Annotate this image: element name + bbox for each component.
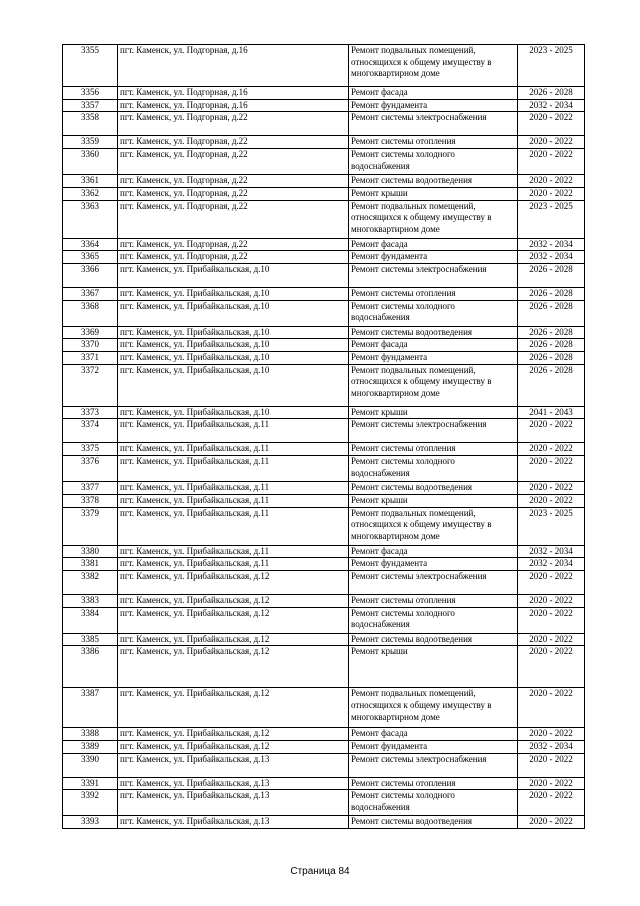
table-row xyxy=(63,777,585,790)
row-address: пгт. Каменск, ул. Прибайкальская, д.10 xyxy=(118,263,349,287)
work-type-line: Ремонт системы электроснабжения xyxy=(351,263,487,274)
table-row xyxy=(63,646,585,688)
row-address: пгт. Каменск, ул. Прибайкальская, д.13 xyxy=(118,816,349,829)
row-address: пгт. Каменск, ул. Подгорная, д.16 xyxy=(118,87,349,100)
row-work-type xyxy=(349,149,518,175)
row-number: 3391 xyxy=(63,777,118,790)
row-work-type xyxy=(349,406,518,419)
row-work-type xyxy=(349,352,518,365)
row-address: пгт. Каменск, ул. Прибайкальская, д.12 xyxy=(118,646,349,688)
row-address: пгт. Каменск, ул. Прибайкальская, д.10 xyxy=(118,352,349,365)
row-period: 2026 - 2028 xyxy=(518,339,585,352)
work-type-line: Ремонт системы электроснабжения xyxy=(351,753,487,764)
row-address: пгт. Каменск, ул. Прибайкальская, д.13 xyxy=(118,777,349,790)
row-work-type xyxy=(349,99,518,112)
row-address: пгт. Каменск, ул. Прибайкальская, д.12 xyxy=(118,594,349,607)
row-number: 3364 xyxy=(63,238,118,251)
row-number: 3363 xyxy=(63,200,118,238)
table-row xyxy=(63,790,585,816)
work-type-line: Ремонт системы электроснабжения xyxy=(351,570,487,581)
row-period: 2020 - 2022 xyxy=(518,494,585,507)
row-address: пгт. Каменск, ул. Прибайкальская, д.10 xyxy=(118,300,349,326)
table-row xyxy=(63,287,585,300)
row-period: 2020 - 2022 xyxy=(518,790,585,816)
row-address: пгт. Каменск, ул. Подгорная, д.22 xyxy=(118,149,349,175)
row-number: 3355 xyxy=(63,45,118,87)
row-number: 3374 xyxy=(63,419,118,443)
row-work-type xyxy=(349,753,518,777)
row-number: 3393 xyxy=(63,816,118,829)
row-work-type xyxy=(349,790,518,816)
row-work-type xyxy=(349,187,518,200)
work-type-line: Ремонт фасада xyxy=(351,545,408,556)
row-number: 3376 xyxy=(63,456,118,482)
work-type-line: относящихся к общему имуществу в xyxy=(351,56,492,67)
row-address: пгт. Каменск, ул. Подгорная, д.22 xyxy=(118,136,349,149)
row-address: пгт. Каменск, ул. Прибайкальская, д.12 xyxy=(118,688,349,728)
work-type-line: относящихся к общему имуществу в xyxy=(351,519,492,530)
row-work-type xyxy=(349,326,518,339)
row-address: пгт. Каменск, ул. Прибайкальская, д.11 xyxy=(118,507,349,545)
row-work-type xyxy=(349,777,518,790)
work-type-line: Ремонт фундамента xyxy=(351,251,428,262)
row-period: 2032 - 2034 xyxy=(518,545,585,558)
row-address: пгт. Каменск, ул. Прибайкальская, д.10 xyxy=(118,287,349,300)
row-work-type xyxy=(349,607,518,633)
row-period: 2026 - 2028 xyxy=(518,300,585,326)
work-type-line: Ремонт крыши xyxy=(351,187,408,198)
row-work-type xyxy=(349,175,518,188)
row-address: пгт. Каменск, ул. Прибайкальская, д.10 xyxy=(118,364,349,406)
row-period: 2020 - 2022 xyxy=(518,136,585,149)
row-work-type xyxy=(349,364,518,406)
row-work-type xyxy=(349,633,518,646)
row-address: пгт. Каменск, ул. Прибайкальская, д.10 xyxy=(118,406,349,419)
work-type-line: Ремонт системы отопления xyxy=(351,287,456,298)
row-period: 2020 - 2022 xyxy=(518,456,585,482)
row-period: 2020 - 2022 xyxy=(518,443,585,456)
work-type-line: многоквартирном доме xyxy=(351,711,440,722)
work-type-line: относящихся к общему имуществу в xyxy=(351,376,492,387)
row-work-type xyxy=(349,728,518,741)
table-row xyxy=(63,187,585,200)
row-number: 3389 xyxy=(63,741,118,754)
work-type-line: Ремонт крыши xyxy=(351,646,408,657)
row-number: 3377 xyxy=(63,482,118,495)
table-row xyxy=(63,136,585,149)
work-type-line: Ремонт крыши xyxy=(351,406,408,417)
row-work-type xyxy=(349,136,518,149)
row-number: 3372 xyxy=(63,364,118,406)
row-period: 2032 - 2034 xyxy=(518,99,585,112)
row-number: 3371 xyxy=(63,352,118,365)
work-type-line: водоснабжения xyxy=(351,802,410,813)
row-number: 3370 xyxy=(63,339,118,352)
row-number: 3367 xyxy=(63,287,118,300)
table-row xyxy=(63,594,585,607)
row-address: пгт. Каменск, ул. Прибайкальская, д.11 xyxy=(118,494,349,507)
table-row xyxy=(63,545,585,558)
table-row xyxy=(63,419,585,443)
row-period: 2020 - 2022 xyxy=(518,149,585,175)
row-period: 2023 - 2025 xyxy=(518,200,585,238)
work-type-line: Ремонт фундамента xyxy=(351,352,428,363)
row-period: 2032 - 2034 xyxy=(518,238,585,251)
row-address: пгт. Каменск, ул. Прибайкальская, д.12 xyxy=(118,607,349,633)
work-type-line: Ремонт системы отопления xyxy=(351,594,456,605)
row-period: 2020 - 2022 xyxy=(518,816,585,829)
row-period: 2020 - 2022 xyxy=(518,570,585,594)
work-type-line: Ремонт подвальных помещений, xyxy=(351,507,476,518)
row-number: 3362 xyxy=(63,187,118,200)
row-work-type xyxy=(349,238,518,251)
row-work-type xyxy=(349,200,518,238)
row-period: 2023 - 2025 xyxy=(518,507,585,545)
row-address: пгт. Каменск, ул. Подгорная, д.22 xyxy=(118,187,349,200)
work-type-line: водоснабжения xyxy=(351,467,410,478)
work-type-line: Ремонт системы водоотведения xyxy=(351,175,473,186)
work-type-line: Ремонт фасада xyxy=(351,728,408,739)
work-type-line: многоквартирном доме xyxy=(351,530,440,541)
row-number: 3387 xyxy=(63,688,118,728)
capital-repair-table xyxy=(62,44,585,829)
row-work-type xyxy=(349,594,518,607)
row-work-type xyxy=(349,507,518,545)
row-work-type xyxy=(349,816,518,829)
row-address: пгт. Каменск, ул. Прибайкальская, д.12 xyxy=(118,741,349,754)
row-work-type xyxy=(349,339,518,352)
row-number: 3384 xyxy=(63,607,118,633)
row-number: 3380 xyxy=(63,545,118,558)
row-period: 2020 - 2022 xyxy=(518,633,585,646)
row-period: 2020 - 2022 xyxy=(518,688,585,728)
work-type-line: Ремонт крыши xyxy=(351,494,408,505)
row-address: пгт. Каменск, ул. Прибайкальская, д.11 xyxy=(118,558,349,571)
work-type-line: Ремонт фасада xyxy=(351,87,408,97)
row-address: пгт. Каменск, ул. Прибайкальская, д.11 xyxy=(118,456,349,482)
work-type-line: Ремонт системы холодного xyxy=(351,300,455,311)
table-row xyxy=(63,112,585,136)
row-address: пгт. Каменск, ул. Подгорная, д.22 xyxy=(118,175,349,188)
row-number: 3366 xyxy=(63,263,118,287)
table-row xyxy=(63,200,585,238)
table-row xyxy=(63,300,585,326)
row-period: 2026 - 2028 xyxy=(518,287,585,300)
work-type-line: Ремонт фасада xyxy=(351,339,408,350)
work-type-line: Ремонт системы электроснабжения xyxy=(351,419,487,430)
table-body xyxy=(63,45,585,829)
row-address: пгт. Каменск, ул. Подгорная, д.16 xyxy=(118,99,349,112)
work-type-line: Ремонт системы холодного xyxy=(351,607,455,618)
table-row xyxy=(63,633,585,646)
table-row xyxy=(63,175,585,188)
work-type-line: водоснабжения xyxy=(351,312,410,323)
table-row xyxy=(63,352,585,365)
row-number: 3357 xyxy=(63,99,118,112)
row-period: 2020 - 2022 xyxy=(518,646,585,688)
row-number: 3390 xyxy=(63,753,118,777)
row-period: 2020 - 2022 xyxy=(518,753,585,777)
row-address: пгт. Каменск, ул. Прибайкальская, д.11 xyxy=(118,443,349,456)
row-address: пгт. Каменск, ул. Прибайкальская, д.12 xyxy=(118,633,349,646)
table-row xyxy=(63,753,585,777)
row-number: 3359 xyxy=(63,136,118,149)
row-work-type xyxy=(349,251,518,264)
table-row xyxy=(63,99,585,112)
row-address: пгт. Каменск, ул. Прибайкальская, д.12 xyxy=(118,570,349,594)
table-row xyxy=(63,364,585,406)
row-work-type xyxy=(349,646,518,688)
row-work-type xyxy=(349,443,518,456)
work-type-line: Ремонт системы водоотведения xyxy=(351,816,473,827)
table-row xyxy=(63,443,585,456)
row-address: пгт. Каменск, ул. Подгорная, д.22 xyxy=(118,251,349,264)
row-period: 2041 - 2043 xyxy=(518,406,585,419)
row-number: 3388 xyxy=(63,728,118,741)
row-work-type xyxy=(349,300,518,326)
row-work-type xyxy=(349,688,518,728)
row-number: 3365 xyxy=(63,251,118,264)
row-work-type xyxy=(349,112,518,136)
table-row xyxy=(63,494,585,507)
table-row xyxy=(63,339,585,352)
table-row xyxy=(63,570,585,594)
work-type-line: Ремонт системы электроснабжения xyxy=(351,112,487,123)
work-type-line: Ремонт системы холодного xyxy=(351,456,455,467)
row-work-type xyxy=(349,87,518,100)
work-type-line: Ремонт фасада xyxy=(351,238,408,249)
work-type-line: Ремонт системы водоотведения xyxy=(351,326,473,337)
table-row xyxy=(63,728,585,741)
row-period: 2020 - 2022 xyxy=(518,482,585,495)
row-period: 2032 - 2034 xyxy=(518,251,585,264)
work-type-line: Ремонт системы водоотведения xyxy=(351,633,473,644)
row-address: пгт. Каменск, ул. Прибайкальская, д.11 xyxy=(118,482,349,495)
work-type-line: Ремонт системы холодного xyxy=(351,790,455,801)
table-row xyxy=(63,558,585,571)
row-number: 3385 xyxy=(63,633,118,646)
row-work-type xyxy=(349,287,518,300)
row-work-type xyxy=(349,741,518,754)
row-period: 2020 - 2022 xyxy=(518,175,585,188)
table-row xyxy=(63,456,585,482)
row-period: 2020 - 2022 xyxy=(518,187,585,200)
row-number: 3358 xyxy=(63,112,118,136)
row-number: 3369 xyxy=(63,326,118,339)
table-row xyxy=(63,251,585,264)
table-row xyxy=(63,482,585,495)
row-period: 2032 - 2034 xyxy=(518,558,585,571)
table-row xyxy=(63,688,585,728)
page-number: Страница 84 xyxy=(290,866,350,877)
row-period: 2026 - 2028 xyxy=(518,87,585,100)
row-address: пгт. Каменск, ул. Прибайкальская, д.10 xyxy=(118,326,349,339)
work-type-line: Ремонт фундамента xyxy=(351,558,428,569)
work-type-line: относящихся к общему имуществу в xyxy=(351,212,492,223)
table-row xyxy=(63,607,585,633)
row-work-type xyxy=(349,263,518,287)
row-address: пгт. Каменск, ул. Прибайкальская, д.12 xyxy=(118,728,349,741)
work-type-line: многоквартирном доме xyxy=(351,223,440,234)
row-period: 2023 - 2025 xyxy=(518,45,585,87)
row-number: 3368 xyxy=(63,300,118,326)
row-address: пгт. Каменск, ул. Прибайкальская, д.13 xyxy=(118,753,349,777)
row-work-type xyxy=(349,545,518,558)
work-type-line: Ремонт подвальных помещений, xyxy=(351,200,476,211)
work-type-line: Ремонт системы холодного xyxy=(351,149,455,160)
row-number: 3378 xyxy=(63,494,118,507)
work-type-line: многоквартирном доме xyxy=(351,388,440,399)
work-type-line: водоснабжения xyxy=(351,619,410,630)
row-period: 2026 - 2028 xyxy=(518,352,585,365)
row-address: пгт. Каменск, ул. Прибайкальская, д.10 xyxy=(118,339,349,352)
table-row xyxy=(63,741,585,754)
row-period: 2020 - 2022 xyxy=(518,728,585,741)
row-work-type xyxy=(349,570,518,594)
row-period: 2026 - 2028 xyxy=(518,263,585,287)
row-number: 3379 xyxy=(63,507,118,545)
row-period: 2026 - 2028 xyxy=(518,364,585,406)
row-period: 2020 - 2022 xyxy=(518,112,585,136)
row-number: 3356 xyxy=(63,87,118,100)
work-type-line: Ремонт фундамента xyxy=(351,99,428,110)
row-period: 2020 - 2022 xyxy=(518,419,585,443)
work-type-line: Ремонт подвальных помещений, xyxy=(351,45,476,55)
work-type-line: Ремонт подвальных помещений, xyxy=(351,364,476,375)
table-row xyxy=(63,326,585,339)
row-address: пгт. Каменск, ул. Прибайкальская, д.11 xyxy=(118,419,349,443)
row-work-type xyxy=(349,419,518,443)
row-period: 2020 - 2022 xyxy=(518,607,585,633)
table-row xyxy=(63,87,585,100)
work-type-line: Ремонт системы отопления xyxy=(351,443,456,454)
work-type-line: Ремонт системы отопления xyxy=(351,777,456,788)
row-number: 3392 xyxy=(63,790,118,816)
row-number: 3361 xyxy=(63,175,118,188)
work-type-line: многоквартирном доме xyxy=(351,68,440,79)
row-number: 3382 xyxy=(63,570,118,594)
row-number: 3360 xyxy=(63,149,118,175)
work-type-line: Ремонт фундамента xyxy=(351,741,428,752)
row-number: 3386 xyxy=(63,646,118,688)
row-work-type xyxy=(349,494,518,507)
row-number: 3381 xyxy=(63,558,118,571)
work-type-line: Ремонт подвальных помещений, xyxy=(351,688,476,699)
table-row xyxy=(63,406,585,419)
row-period: 2032 - 2034 xyxy=(518,741,585,754)
work-type-line: относящихся к общему имуществу в xyxy=(351,700,492,711)
row-work-type xyxy=(349,456,518,482)
work-type-line: водоснабжения xyxy=(351,160,410,171)
row-address: пгт. Каменск, ул. Прибайкальская, д.11 xyxy=(118,545,349,558)
row-number: 3375 xyxy=(63,443,118,456)
row-period: 2020 - 2022 xyxy=(518,594,585,607)
row-address: пгт. Каменск, ул. Подгорная, д.22 xyxy=(118,200,349,238)
row-work-type xyxy=(349,558,518,571)
row-work-type xyxy=(349,482,518,495)
row-address: пгт. Каменск, ул. Подгорная, д.22 xyxy=(118,238,349,251)
row-address: пгт. Каменск, ул. Прибайкальская, д.13 xyxy=(118,790,349,816)
row-number: 3373 xyxy=(63,406,118,419)
work-type-line: Ремонт системы отопления xyxy=(351,136,456,147)
table-row xyxy=(63,816,585,829)
row-number: 3383 xyxy=(63,594,118,607)
row-period: 2026 - 2028 xyxy=(518,326,585,339)
row-period: 2020 - 2022 xyxy=(518,777,585,790)
table-row xyxy=(63,45,585,87)
row-address: пгт. Каменск, ул. Подгорная, д.16 xyxy=(118,45,349,87)
row-work-type xyxy=(349,45,518,87)
table-row xyxy=(63,149,585,175)
work-type-line: Ремонт системы водоотведения xyxy=(351,482,473,493)
table-row xyxy=(63,263,585,287)
table-row xyxy=(63,507,585,545)
table-row xyxy=(63,238,585,251)
row-address: пгт. Каменск, ул. Подгорная, д.22 xyxy=(118,112,349,136)
